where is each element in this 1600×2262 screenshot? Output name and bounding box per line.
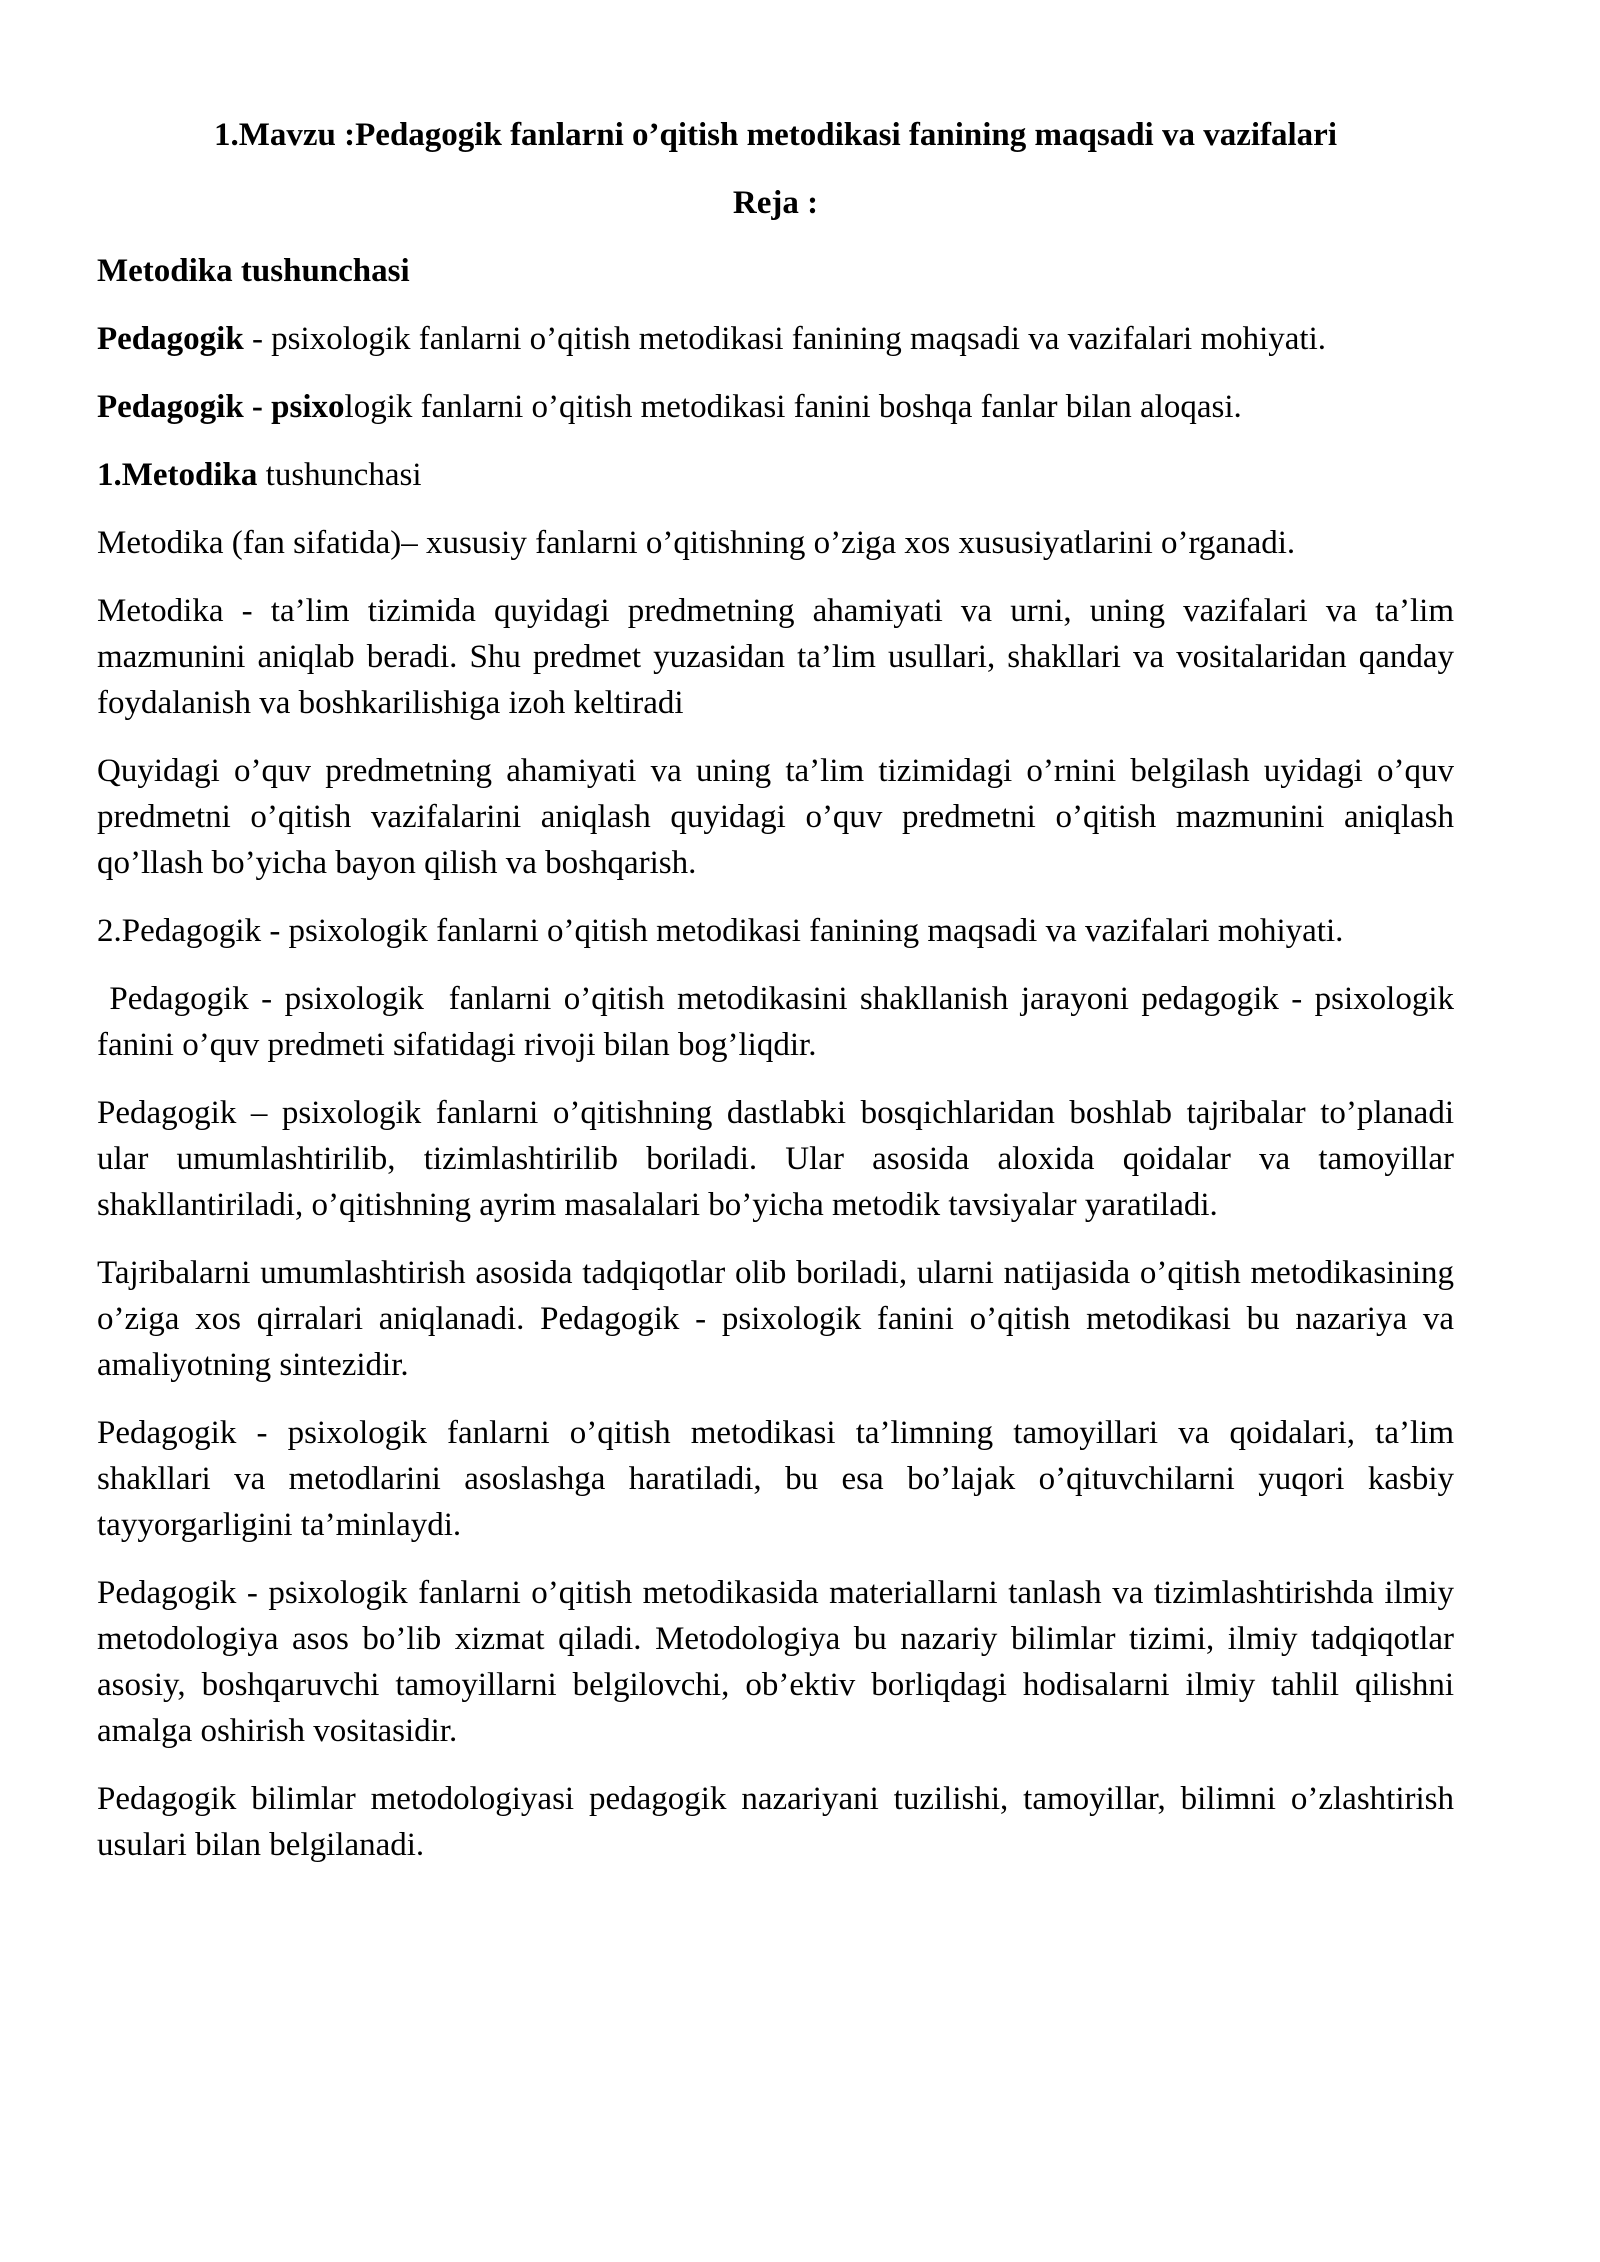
section-1-bold: 1.Metodika bbox=[97, 457, 258, 493]
plan-item-2-text: - psixologik fanlarni o’qitish metodikasi fanining maqsadi va vazifalari mohiyati. bbox=[243, 321, 1327, 357]
document-title: 1.Mavzu :Pedagogik fanlarni o’qitish metodikasi fanining maqsadi va vazifalari bbox=[214, 117, 1337, 153]
plan-item-2 bbox=[97, 316, 1454, 362]
paragraph-tajribalar: Pedagogik – psixologik fanlarni o’qitishning dastlabki bosqichlaridan boshlab tajribalar to’planadi ular umumlashtirilib, tizimlashtirilib boriladi. Ular asosida aloxida qoidalar va tamoyillar shakllantiriladi, o’qitishning ayrim masalalari bo’yicha metodik tavsiyalar yaratiladi. bbox=[97, 1095, 1454, 1223]
plan-heading: Reja : bbox=[732, 185, 819, 221]
paragraph-metodika-role: Metodika - ta’lim tizimida quyidagi predmetning ahamiyati va urni, uning vazifalari va ta’lim mazmunini aniqlab beradi. Shu predmet yuzasidan ta’lim usullari, shakllari va vositalaridan qanday foydalanish va boshkarilishiga izoh keltiradi bbox=[97, 593, 1454, 721]
paragraph-metodologiya: Pedagogik - psixologik fanlarni o’qitish metodikasida materiallarni tanlash va tizimlashtirishda ilmiy metodologiya asos bo’lib xizmat qiladi. Metodologiya bu nazariy bilimlar tizimi, ilmiy tadqiqotlar asosiy, boshqaruvchi tamoyillarni belgilovchi, ob’ektiv borliqdagi hodisalarni ilmiy tahlil qilishni amalga oshirish vositasidir. bbox=[97, 1575, 1454, 1749]
paragraph-metodika-definition: Metodika (fan sifatida)– xususiy fanlarni o’qitishning o’ziga xos xususiyatlarini o’rganadi. bbox=[97, 525, 1296, 561]
plan-item-3 bbox=[97, 384, 1454, 430]
section-2-heading: 2.Pedagogik - psixologik fanlarni o’qitish metodikasi fanining maqsadi va vazifalari mohiyati. bbox=[97, 913, 1344, 949]
plan-item-3-bold: Pedagogik - psixo bbox=[97, 389, 345, 425]
paragraph-pedagogik-bilimlar: Pedagogik bilimlar metodologiyasi pedagogik nazariyani tuzilishi, tamoyillar, bilimni o’zlashtirish usulari bilan belgilanadi. bbox=[97, 1781, 1454, 1863]
paragraph-quyidagi: Quyidagi o’quv predmetning ahamiyati va uning ta’lim tizimidagi o’rnini belgilash uyidagi o’quv predmetni o’qitish vazifalarini aniqlash quyidagi o’quv predmetni o’qitish mazmunini aniqlash qo’llash bo’yicha bayon qilish va boshqarish. bbox=[97, 753, 1454, 881]
section-1-text: tushunchasi bbox=[257, 457, 422, 493]
plan-item-2-bold: Pedagogik bbox=[97, 321, 244, 357]
paragraph-shakllanish: Pedagogik - psixologik fanlarni o’qitish metodikasini shakllanish jarayoni pedagogik - psixologik fanini o’quv predmeti sifatidagi rivoji bilan bog’liqdir. bbox=[97, 981, 1463, 1063]
paragraph-umumlashtirish: Tajribalarni umumlashtirish asosida tadqiqotlar olib boriladi, ularni natijasida o’qitish metodikasining o’ziga xos qirralari aniqlanadi. Pedagogik - psixologik fanini o’qitish metodikasi bu nazariya va amaliyotning sintezidir. bbox=[97, 1255, 1454, 1383]
section-1-heading bbox=[97, 452, 1454, 498]
plan-item-3-text: logik fanlarni o’qitish metodikasi fanini boshqa fanlar bilan aloqasi. bbox=[344, 389, 1242, 425]
paragraph-tamoyillar: Pedagogik - psixologik fanlarni o’qitish metodikasi ta’limning tamoyillari va qoidalari, ta’lim shakllari va metodlarini asoslashga haratiladi, bu esa bo’lajak o’qituvchilarni yuqori kasbiy tayyorgarligini ta’minlaydi. bbox=[97, 1415, 1454, 1543]
plan-item-1: Metodika tushunchasi bbox=[97, 253, 410, 289]
